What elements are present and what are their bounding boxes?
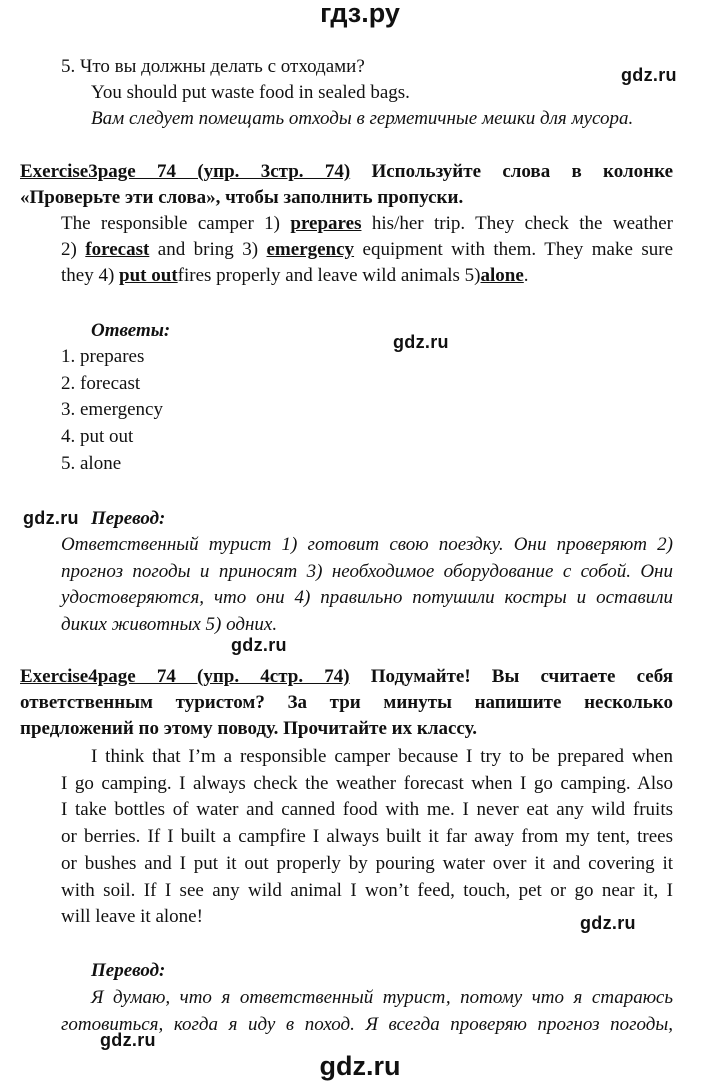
ex3-text-line3 — [61, 263, 529, 290]
answer-line: with soil. If I see any wild animal I won’t feed, touch, pet or go near it, I — [61, 879, 673, 901]
answer-item: 5. alone — [61, 452, 122, 474]
translation-line: Я думаю, что я ответственный турист, потому что я стараюсь — [91, 987, 673, 1008]
watermark: gdz.ru — [393, 332, 449, 352]
q5-question: 5. Что вы должны делать с отходами? — [61, 56, 365, 77]
ex3-filled-word-3: emergency — [266, 239, 355, 260]
ex3-text-part: his/her trip. They check the weather — [361, 213, 674, 234]
ex4-task-line3: предложений по этому поводу. Прочитайте их классу. — [20, 718, 477, 739]
ex4-task-line2: ответственным туристом? За три минуты напишите несколько — [20, 692, 673, 713]
q5-translation: Вам следует помещать отходы в герметичные мешки для мусора. — [91, 108, 634, 129]
ex3-filled-word-1: prepares — [290, 213, 362, 234]
ex3-text-line2 — [61, 237, 673, 264]
answer-item: 4. put out — [61, 426, 134, 448]
ex3-filled-word-4: put out — [119, 265, 178, 286]
site-header-title[interactable]: гдз.ру — [320, 0, 400, 28]
ex3-answers-list — [61, 344, 163, 478]
translation-line: готовиться, когда я иду в поход. Я всегда проверяю прогноз погоды, — [61, 1013, 673, 1035]
ex3-text-part: 2) — [61, 239, 86, 260]
ex3-text-part: equipment with them. They make sure — [354, 239, 674, 260]
answer-line: will leave it alone! — [61, 906, 203, 928]
answer-item: 2. forecast — [61, 372, 141, 394]
site-footer-title[interactable]: gdz.ru — [319, 1051, 401, 1081]
ex3-text-line1 — [61, 211, 673, 238]
answer-line: I think that I’m a responsible camper because I try to be prepared when — [91, 746, 673, 767]
ex4-heading-line1 — [20, 664, 673, 690]
ex4-answer-paragraph — [61, 744, 673, 931]
ex3-reference: Exercise3page 74 (упр. 3стр. 74) — [20, 161, 351, 182]
ex3-text-part: The responsible camper 1) — [61, 213, 291, 234]
ex4-reference: Exercise4page 74 (упр. 4стр. 74) — [20, 666, 350, 687]
ex3-task-line1: Используйте слова в колонке — [371, 161, 674, 182]
ex3-translation-paragraph — [61, 532, 673, 639]
answer-item: 3. emergency — [61, 399, 163, 421]
ex3-heading-line1 — [20, 159, 673, 185]
ex3-text-part: . — [523, 265, 529, 286]
translation-line: Ответственный турист 1) готовит свою поездку. Они проверяют 2) — [61, 534, 673, 555]
ex3-answers-title: Ответы: — [91, 320, 171, 341]
ex3-filled-word-5: alone — [480, 265, 524, 286]
answer-line: I go camping. I always check the weather forecast when I go camping. Also — [61, 772, 673, 794]
watermark: gdz.ru — [23, 508, 79, 528]
ex3-translation-title: Перевод: — [91, 508, 166, 529]
watermark: gdz.ru — [621, 65, 677, 85]
answer-line: I take bottles of water and canned food with me. I never eat any wild fruits — [61, 799, 673, 821]
answer-line: or berries. If I built a campfire I always built it far away from my tent, trees — [61, 826, 673, 848]
q5-answer: You should put waste food in sealed bags. — [91, 82, 410, 103]
watermark: gdz.ru — [100, 1030, 156, 1050]
ex3-filled-word-2: forecast — [85, 239, 150, 260]
ex4-translation-title: Перевод: — [91, 960, 166, 981]
ex4-task-line1: Подумайте! Вы считаете себя — [370, 666, 673, 687]
ex3-text-part: and bring 3) — [149, 239, 267, 260]
translation-line: удостоверяются, что они 4) правильно потушили костры и оставили — [61, 587, 673, 609]
ex3-text-part: fires properly and leave wild animals 5) — [177, 265, 481, 286]
translation-line: диких животных 5) одних. — [61, 614, 278, 636]
translation-line: прогноз погоды и приносят 3) необходимое оборудование с собой. Они — [61, 560, 673, 582]
ex3-task-line2: «Проверьте эти слова», чтобы заполнить пропуски. — [20, 187, 464, 208]
watermark: gdz.ru — [580, 913, 636, 933]
answer-line: or bushes and I put it out properly by pouring water over it and covering it — [61, 852, 673, 874]
answer-item: 1. prepares — [61, 346, 145, 367]
ex3-text-part: they 4) — [61, 265, 120, 286]
watermark: gdz.ru — [231, 635, 287, 655]
